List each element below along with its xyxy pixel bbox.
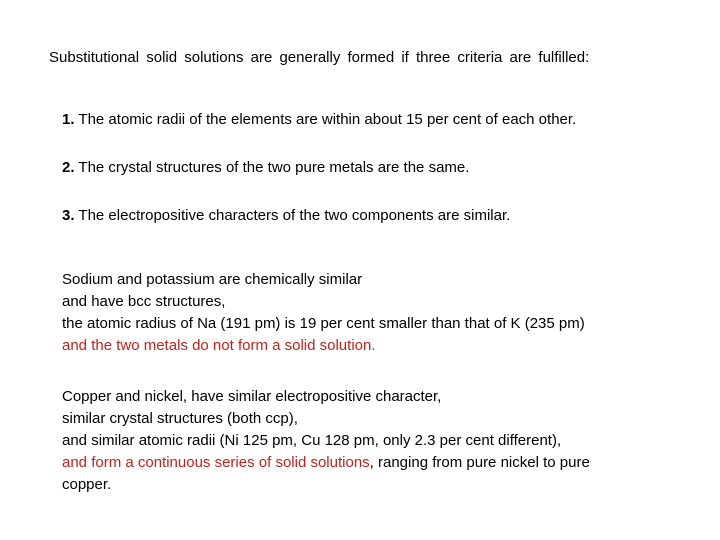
sodium-potassium-example (62, 269, 702, 357)
criterion-item (62, 110, 702, 158)
example-conclusion: and form a continuous series of solid solutions (62, 454, 370, 471)
example-line: similar crystal structures (both ccp), (62, 410, 298, 427)
criterion-number: 2. (62, 159, 75, 176)
copper-nickel-example (62, 386, 702, 496)
example-line (62, 452, 702, 474)
criterion-item (62, 206, 702, 254)
criterion-number: 3. (62, 207, 75, 224)
criterion-number: 1. (62, 111, 75, 128)
example-line: Copper and nickel, have similar electropositive character, (62, 388, 442, 405)
criterion-text: The atomic radii of the elements are within about 15 per cent of each other. (78, 111, 577, 128)
criteria-list (62, 110, 702, 254)
criterion-item (62, 158, 702, 206)
criterion-text: The crystal structures of the two pure metals are the same. (78, 159, 470, 176)
example-line: copper. (62, 476, 112, 493)
example-conclusion: and the two metals do not form a solid solution. (62, 337, 376, 354)
criterion-text: The electropositive characters of the two components are similar. (78, 207, 511, 224)
example-line: and similar atomic radii (Ni 125 pm, Cu 128 pm, only 2.3 per cent different), (62, 432, 562, 449)
example-line: Sodium and potassium are chemically similar (62, 271, 363, 288)
intro-paragraph: Substitutional solid solutions are generally formed if three criteria are fulfilled: (49, 49, 590, 66)
example-line: the atomic radius of Na (191 pm) is 19 per cent smaller than that of K (235 pm) (62, 315, 585, 332)
example-line-rest: , ranging from pure nickel to pure (369, 454, 590, 471)
example-line: and have bcc structures, (62, 293, 226, 310)
